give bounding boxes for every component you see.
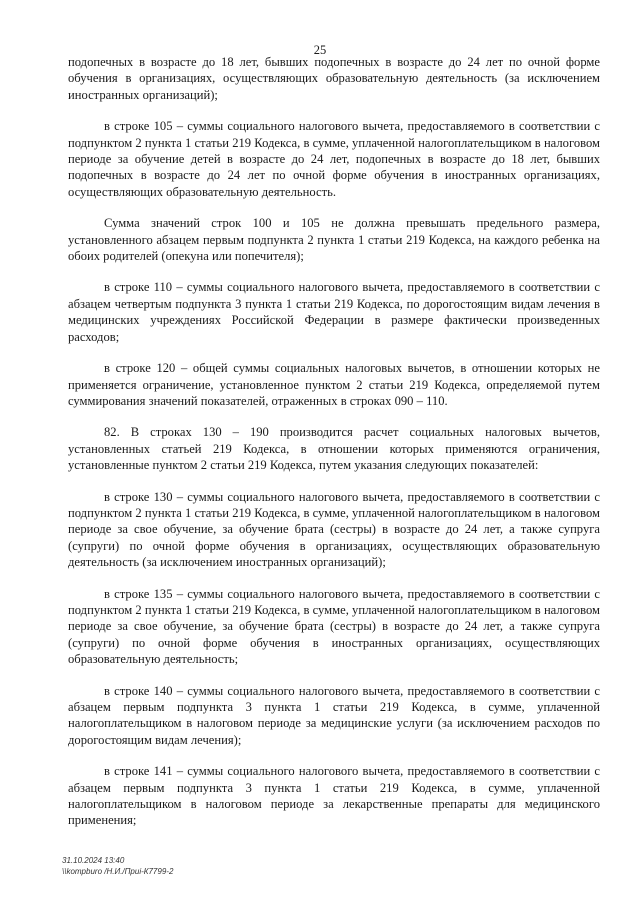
- footer-file-path: \\kompburo /Н.И./Приi-К7799-2: [62, 867, 174, 876]
- footer: [62, 855, 173, 877]
- paragraph: в строке 140 – суммы социального налогового вычета, предоставляемого в соответствии с абзацем первым подпункта 3 пункта 1 статьи 219 Кодекса, в сумме, уплаченной налогоплательщиком в налоговом периоде за медицинские услуги (за исключением расходов по дорогостоящим видам лечения);: [68, 683, 600, 747]
- page-number: 25: [313, 43, 327, 57]
- paragraph: в строке 120 – общей суммы социальных налоговых вычетов, в отношении которых не применяется ограничение, установленное пунктом 2 статьи 219 Кодекса, определяемой путем суммирования значений показателей, отраженных в строках 090 – 110.: [68, 361, 600, 408]
- footer-timestamp: 31.10.2024 13:40: [62, 856, 125, 865]
- paragraph: в строке 110 – суммы социального налогового вычета, предоставляемого в соответствии с абзацем четвертым подпункта 3 пункта 1 статьи 219 Кодекса, по дорогостоящим видам лечения в медицинских учреждениях Российской Федерации в размере фактически произведенных расходов;: [68, 280, 600, 344]
- paragraph: в строке 135 – суммы социального налогового вычета, предоставляемого в соответствии с подпунктом 2 пункта 1 статьи 219 Кодекса, в сумме, уплаченной налогоплательщиком в налоговом периоде за свое обучение, за обучение брата (сестры) в возрасте до 24 лет, а также супруга (супруги) по очной форме обучения в иностранных организациях, осуществляющих образовательную деятельность;: [68, 586, 600, 667]
- document-body: [68, 54, 600, 844]
- paragraph: в строке 141 – суммы социального налогового вычета, предоставляемого в соответствии с абзацем первым подпункта 3 пункта 1 статьи 219 Кодекса, в сумме, уплаченной налогоплательщиком в налоговом периоде за лекарственные препараты для медицинского применения;: [68, 764, 600, 828]
- paragraph: Сумма значений строк 100 и 105 не должна превышать предельного размера, установленного абзацем первым подпункта 2 пункта 1 статьи 219 Кодекса, на каждого ребенка на обоих родителей (опекуна или попечителя);: [68, 216, 600, 264]
- paragraph: 82. В строках 130 – 190 производится расчет социальных налоговых вычетов, установленных статьей 219 Кодекса, в отношении которых применяются ограничения, установленные пунктом 2 статьи 219 Кодекса, путем указания следующих показателей:: [68, 425, 600, 473]
- paragraph: в строке 130 – суммы социального налогового вычета, предоставляемого в соответствии с подпунктом 2 пункта 1 статьи 219 Кодекса, в сумме, уплаченной налогоплательщиком в налоговом периоде за свое обучение, за обучение брата (сестры) в возрасте до 24 лет, а также супруга (супруги) по очной форме обучения в организациях, осуществляющих образовательную деятельность (за исключением иностранных организаций);: [68, 489, 600, 570]
- paragraph: подопечных в возрасте до 18 лет, бывших подопечных в возрасте до 24 лет по очной форме обучения в организациях, осуществляющих образовательную деятельность (за исключением иностранных организаций);: [68, 55, 600, 102]
- paragraph: в строке 105 – суммы социального налогового вычета, предоставляемого в соответствии с подпунктом 2 пункта 1 статьи 219 Кодекса, в сумме, уплаченной налогоплательщиком в налоговом периоде за обучение детей в возрасте до 24 лет, подопечных в возрасте до 18 лет, бывших подопечных в возрасте до 24 лет по очной форме обучения в иностранных организациях, осуществляющих образовательную деятельность.: [68, 119, 600, 199]
